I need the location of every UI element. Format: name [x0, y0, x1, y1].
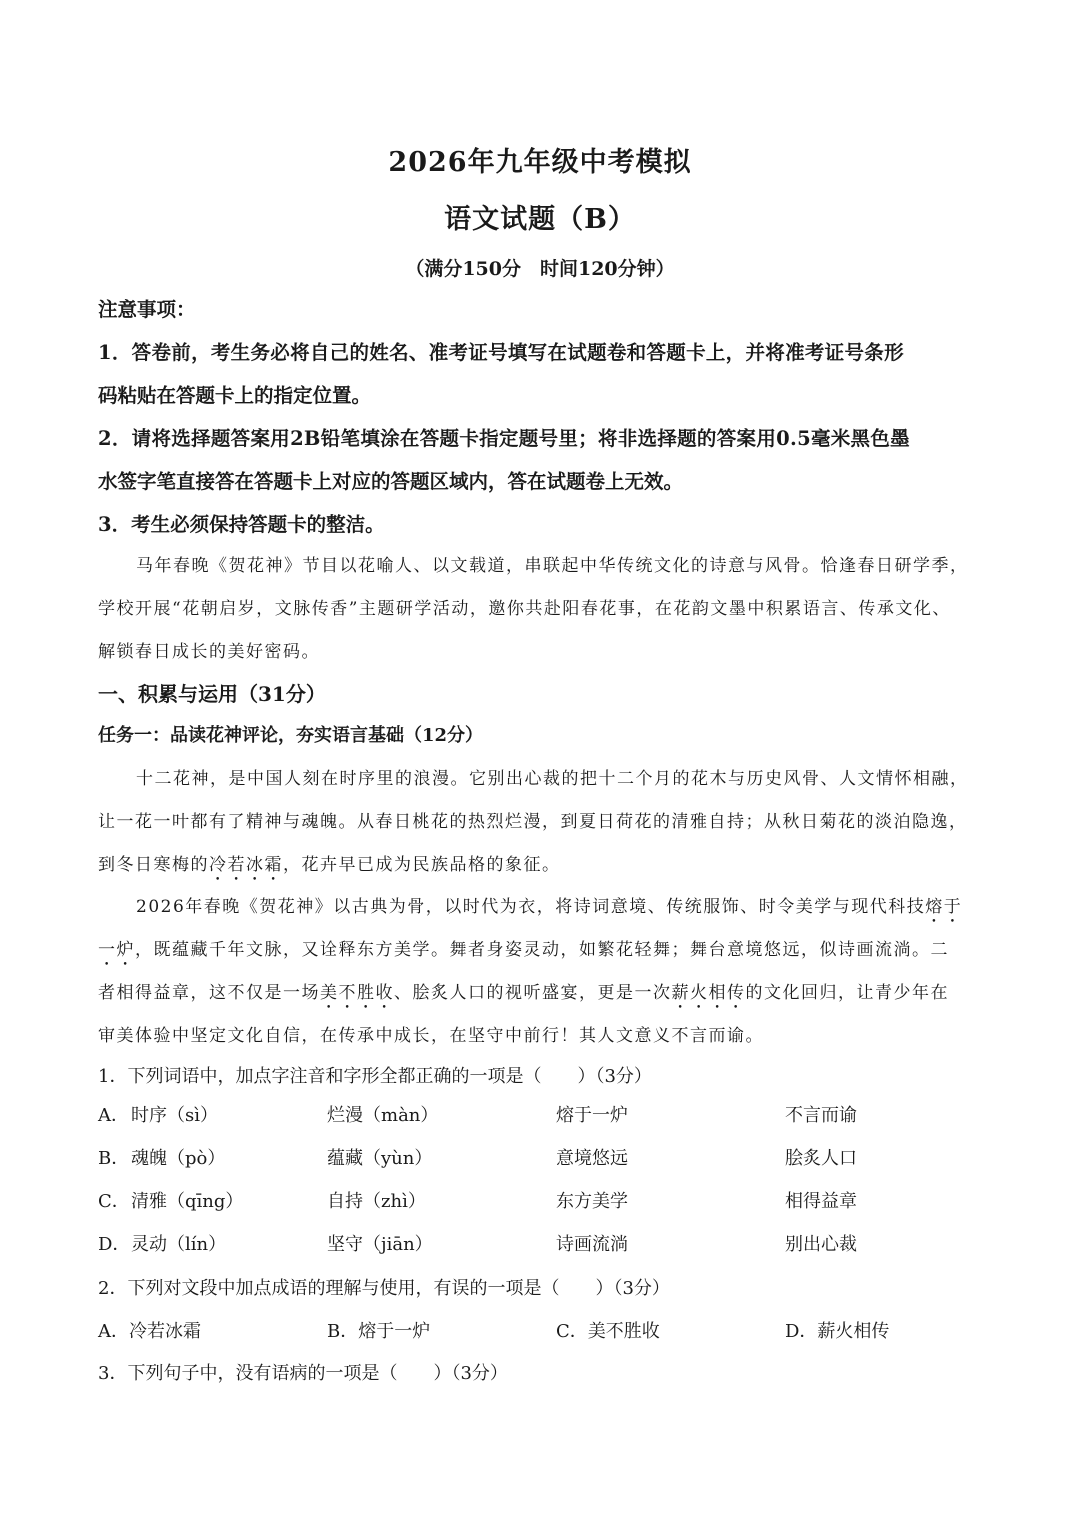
task-1-title: 任务一：品读花神评论，夯实语言基础（12分） — [98, 725, 484, 746]
q1-option-a-col-4: 不言而谕 — [785, 1105, 857, 1126]
q1-option-c-col-3: 东方美学 — [556, 1191, 628, 1212]
text-segment: ，花卉早已成为民族品格的象征。 — [283, 855, 561, 875]
passage-p1-line-1: 十二花神，是中国人刻在时序里的浪漫。它别出心裁的把十二个月的花木与历史风骨、人文情怀相融， — [136, 769, 969, 789]
dotted-idiom: 薪火相传 — [671, 983, 746, 1003]
text-segment: ，既蕴藏千年文脉，又诠释东方美学。舞者身姿灵动，如繁花轻舞；舞台意境悠远，似诗画流淌。二 — [135, 940, 949, 960]
intro-line-1: 马年春晚《贺花神》节目以花喻人、以文载道，串联起中华传统文化的诗意与风骨。恰逢春日研学季， — [136, 556, 969, 576]
q1-option-d-letter: D． — [98, 1234, 131, 1255]
intro-line-3: 解锁春日成长的美好密码。 — [98, 642, 320, 662]
exam-subtitle: 语文试题（B） — [444, 204, 636, 235]
passage-p1-line-3 — [98, 850, 561, 885]
passage-p2-line-3 — [98, 978, 949, 1013]
q2-option-a: A．冷若冰霜 — [98, 1321, 201, 1342]
q1-option-d-col-2: 坚守（jiān） — [327, 1234, 433, 1255]
note-1-line-2: 码粘贴在答题卡上的指定位置。 — [98, 384, 372, 407]
q1-option-c-col-4: 相得益章 — [785, 1191, 857, 1212]
intro-line-2: 学校开展“花朝启岁，文脉传香”主题研学活动，邀你共赴阳春花事，在花韵文墨中积累语言、传承文化、 — [98, 599, 951, 619]
q1-option-b-col-3: 意境悠远 — [556, 1148, 628, 1169]
q2-option-c: C．美不胜收 — [556, 1321, 660, 1342]
note-2-line-1: 2．请将选择题答案用2B铅笔填涂在答题卡指定题号里；将非选择题的答案用0.5毫米黑色墨 — [98, 427, 910, 450]
dotted-idiom: 冷若冰霜 — [209, 855, 283, 875]
q2-option-b: B．熔于一炉 — [327, 1321, 431, 1342]
dotted-idiom: 美不胜收 — [320, 983, 394, 1003]
dotted-idiom: 一炉 — [98, 940, 135, 960]
q1-option-a-col-1: 时序（sì） — [131, 1101, 218, 1127]
score-time: （满分150分 时间120分钟） — [405, 258, 675, 280]
q1-option-d-col-1: 灵动（lín） — [131, 1234, 227, 1255]
q1-option-c-letter: C． — [98, 1191, 130, 1212]
text-segment: 、脍炙人口的视听盛宴，更是一次 — [394, 983, 672, 1003]
q1-option-d-col-3: 诗画流淌 — [556, 1234, 628, 1255]
text-segment: 者相得益章，这不仅是一场 — [98, 983, 320, 1003]
question-2-stem: 2．下列对文段中加点成语的理解与使用，有误的一项是（ ）（3分） — [98, 1278, 670, 1299]
exam-title: 2026年九年级中考模拟 — [388, 147, 692, 178]
q1-option-a-col-2: 烂漫（màn） — [327, 1105, 439, 1126]
passage-p2-line-2 — [98, 935, 949, 970]
q1-option-a-col-3: 熔于一炉 — [556, 1105, 628, 1126]
note-2-line-2: 水签字笔直接答在答题卡上对应的答题区域内，答在试题卷上无效。 — [98, 470, 684, 493]
notes-heading: 注意事项： — [98, 298, 196, 321]
question-1-stem: 1．下列词语中，加点字注音和字形全都正确的一项是（ ）（3分） — [98, 1066, 652, 1087]
passage-p2-line-1 — [136, 892, 962, 927]
q1-option-b-col-2: 蕴藏（yùn） — [327, 1148, 433, 1169]
passage-p2-line-4: 审美体验中坚定文化自信，在传承中成长，在坚守中前行！其人文意义不言而谕。 — [98, 1026, 764, 1046]
note-1-line-1: 1．答卷前，考生务必将自己的姓名、准考证号填写在试题卷和答题卡上，并将准考证号条形 — [98, 341, 904, 364]
q1-option-d-col-4: 别出心裁 — [785, 1234, 857, 1255]
q1-option-c-col-1: 清雅（qīng） — [131, 1191, 244, 1212]
text-segment: 到冬日寒梅的 — [98, 855, 209, 875]
dotted-idiom: 熔于 — [925, 897, 963, 917]
section-1-title: 一、积累与运用（31分） — [98, 682, 326, 706]
note-3: 3．考生必须保持答题卡的整洁。 — [98, 513, 385, 536]
q1-option-b-letter: B． — [98, 1148, 130, 1169]
passage-p1-line-2: 让一花一叶都有了精神与魂魄。从春日桃花的热烈烂漫，到夏日荷花的清雅自持；从秋日菊花的淡泊隐逸， — [98, 812, 968, 832]
text-segment: 的文化回归，让青少年在 — [745, 983, 949, 1003]
q1-option-b-col-1: 魂魄（pò） — [131, 1148, 226, 1169]
text-segment: 2026年春晚《贺花神》以古典为骨，以时代为衣，将诗词意境、传统服饰、时令美学与现代科技 — [136, 897, 926, 917]
q1-option-c-col-2: 自持（zhì） — [327, 1191, 426, 1212]
q1-option-a-letter: A． — [98, 1105, 129, 1126]
question-3-stem: 3．下列句子中，没有语病的一项是（ ）（3分） — [98, 1363, 508, 1384]
q2-option-d: D．薪火相传 — [785, 1321, 890, 1342]
q1-option-b-col-4: 脍炙人口 — [785, 1148, 857, 1169]
